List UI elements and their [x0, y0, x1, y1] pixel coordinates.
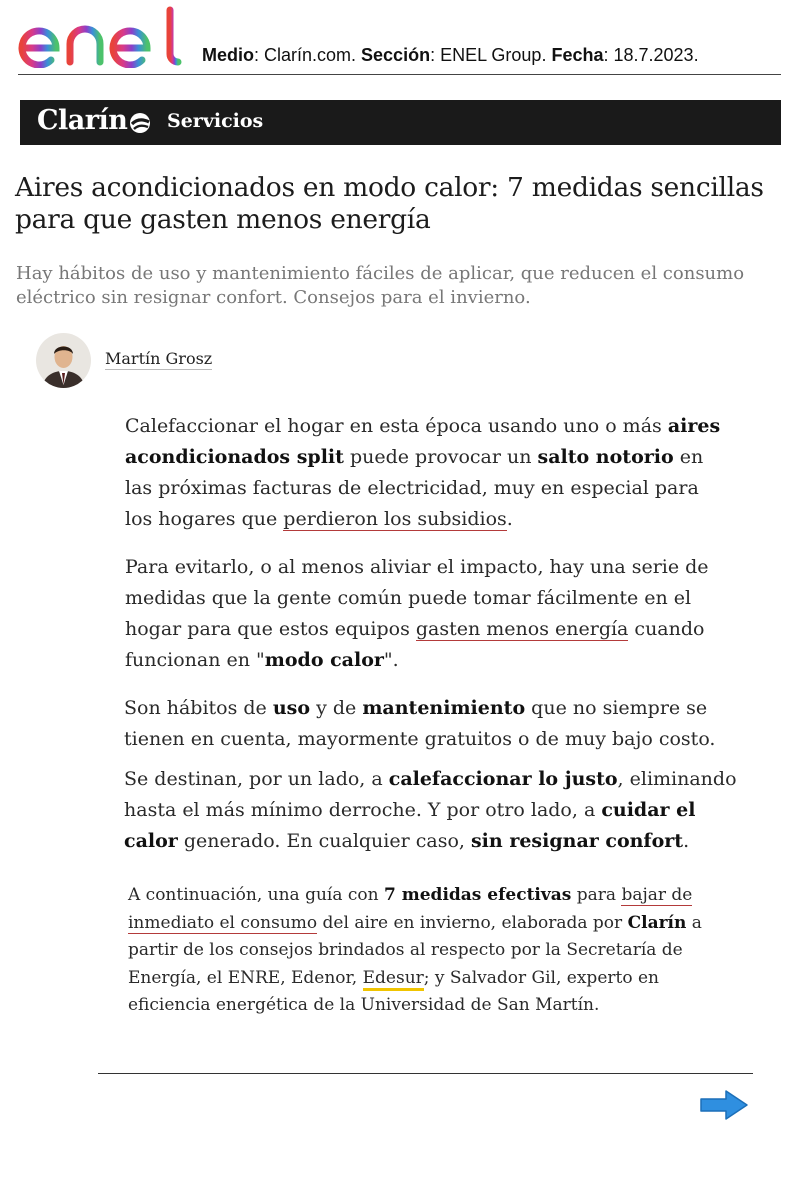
p4-text-1: Se destinan, por un lado, a: [124, 768, 389, 790]
p5-text-5: ; y Salvador Gil, experto en eficiencia energética de la Universidad de San Martín.: [128, 967, 659, 1015]
author-name[interactable]: Martín Grosz: [105, 349, 213, 368]
p1-bold-2: salto notorio: [537, 446, 674, 468]
p2-text-3: ".: [383, 649, 399, 671]
p3-text-1: Son hábitos de: [124, 697, 273, 719]
paragraph-5: [128, 882, 718, 1020]
paragraph-1: [125, 411, 725, 535]
section-link[interactable]: Servicios: [167, 110, 264, 132]
p1-text-1: Calefaccionar el hogar en esta época usando uno o más: [125, 415, 668, 437]
link-perdieron-subsidios[interactable]: perdieron los subsidios: [283, 508, 507, 530]
p5-text-2: para: [571, 885, 622, 905]
p5-text-3: del aire en invierno, elaborada por: [317, 912, 628, 933]
author-avatar[interactable]: [36, 333, 91, 388]
enel-logo: [16, 4, 182, 68]
header-divider: [18, 74, 781, 75]
p1-text-2: puede provocar un: [343, 446, 538, 468]
p3-text-3: que no siempre se tienen en cuenta, mayormente gratuitos o de muy bajo costo.: [124, 697, 716, 750]
p4-bold-1: calefaccionar lo justo: [388, 768, 618, 790]
link-gasten-menos-energia[interactable]: gasten menos energía: [415, 618, 629, 640]
highlight-edesur: Edesur: [363, 968, 424, 991]
paragraph-4: [124, 764, 744, 857]
footer-divider: [98, 1073, 753, 1074]
p4-bold-2: cuidar el calor: [124, 799, 696, 852]
p5-text-1: A continuación, una guía con: [128, 885, 384, 905]
p3-bold-2: mantenimiento: [362, 697, 526, 719]
link-bajar-consumo[interactable]: bajar de inmediato el consumo: [128, 885, 693, 933]
p1-bold-1: aires acondicionados split: [125, 415, 721, 468]
p5-text-4: a partir de los consejos brindados al respecto por la Secretaría de Energía, el ENRE, Edenor,: [128, 912, 702, 988]
p4-text-2: , eliminando hasta el más mínimo derroche. Y por otro lado, a: [124, 768, 737, 821]
p2-bold-1: modo calor: [264, 649, 384, 671]
p5-bold-2: Clarín: [627, 912, 687, 933]
clarin-navbar: [20, 100, 781, 145]
seccion-value: : ENEL Group.: [430, 45, 552, 65]
p4-text-3: generado. En cualquier caso,: [177, 830, 471, 852]
p4-text-4: .: [683, 830, 690, 852]
article-title: Aires acondicionados en modo calor: 7 medidas sencillas para que gasten menos energía: [15, 172, 764, 235]
source-meta: [202, 45, 699, 66]
p2-text-1: Para evitarlo, o al menos aliviar el impacto, hay una serie de medidas que la gente común puede tomar fácilmente en el hogar para que estos equipos: [125, 556, 709, 640]
p3-bold-1: uso: [272, 697, 311, 719]
p4-bold-3: sin resignar confort: [470, 830, 684, 852]
p1-text-4: .: [506, 508, 513, 530]
medio-label: Medio: [202, 45, 254, 65]
p1-text-3: en las próximas facturas de electricidad, muy en especial para los hogares que: [125, 446, 704, 530]
article-subtitle: Hay hábitos de uso y mantenimiento fáciles de aplicar, que reducen el consumo eléctrico sin resignar confort. Consejos para el invierno.: [16, 263, 745, 308]
p5-bold-1: 7 medidas efectivas: [384, 885, 572, 905]
medio-value: : Clarín.com.: [254, 45, 362, 65]
fecha-value: : 18.7.2023.: [603, 45, 699, 65]
seccion-label: Sección: [361, 45, 431, 65]
clarin-logo-text[interactable]: Clarín: [37, 105, 128, 136]
p2-text-2: cuando funcionan en ": [125, 618, 705, 671]
paragraph-2: [125, 552, 735, 676]
clarin-logo-icon: [128, 111, 152, 135]
fecha-label: Fecha: [551, 45, 604, 65]
paragraph-3: [124, 693, 744, 755]
next-arrow-icon[interactable]: [698, 1088, 750, 1122]
p3-text-2: y de: [310, 697, 363, 719]
